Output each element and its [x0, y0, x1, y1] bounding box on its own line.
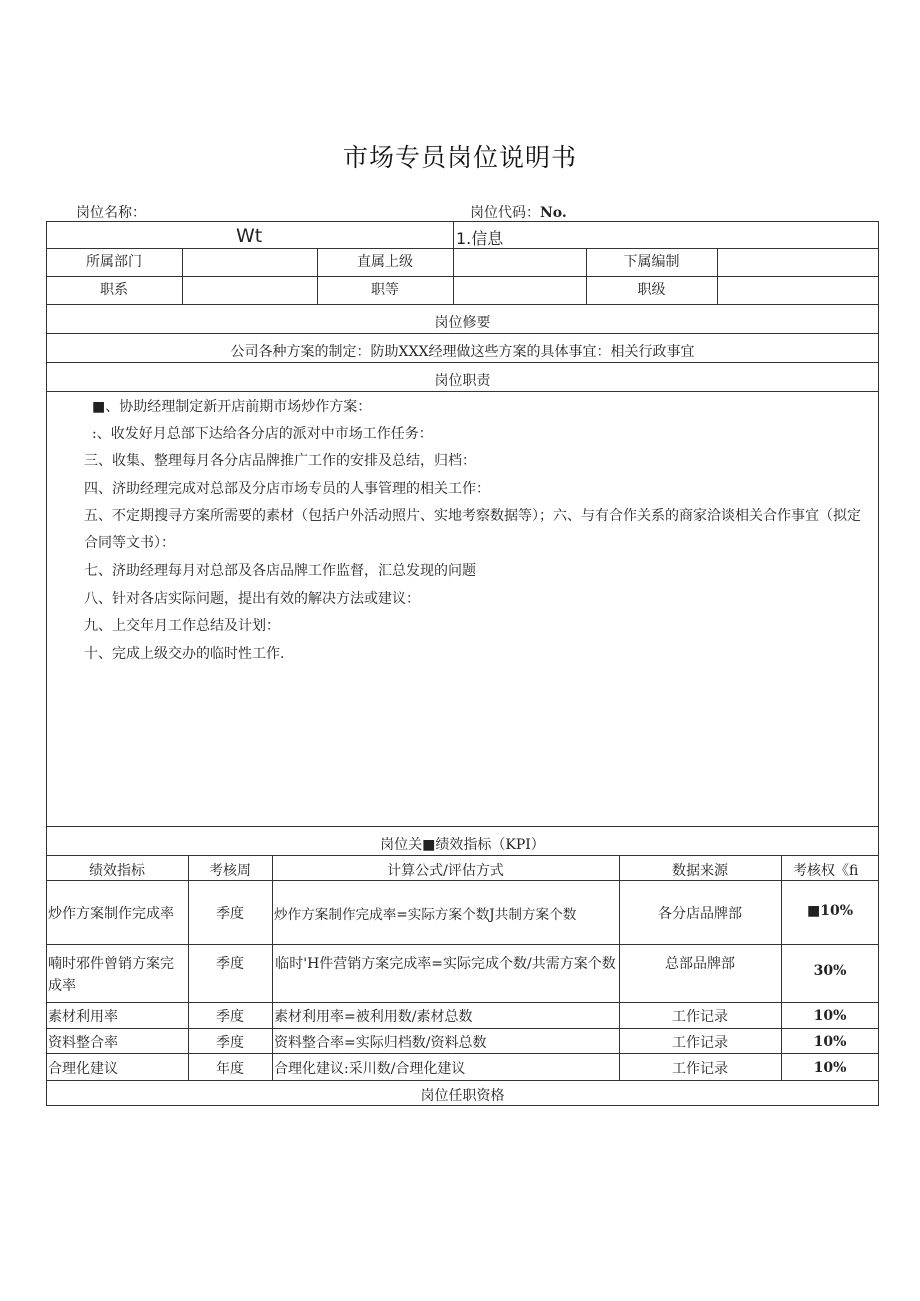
position-name-label: 岗位名称： — [76, 205, 146, 221]
kpi-col-source: 数据来源 — [672, 863, 728, 879]
duty-item-7: 七、济助经理每月对总部及各店品牌工作监督，汇总发现的问题 — [84, 563, 476, 579]
duty-item-9: 九、上交年月工作总结及计划： — [84, 618, 280, 634]
kpi-row-1-indicator: 炒作方案制作完成率 — [48, 906, 174, 922]
position-code-value: No. — [540, 205, 567, 221]
kpi-col-weight: 考核权《fi — [793, 863, 859, 879]
kpi-col-formula: 计算公式/评估方式 — [387, 863, 504, 879]
kpi-heading: 岗位关■绩效指标（KPI） — [380, 837, 545, 853]
kpi-row-1-source: 各分店品牌部 — [658, 906, 742, 922]
duty-item-10: 十、完成上级交办的临时性工作. — [84, 646, 285, 662]
superior-label: 直属上级 — [357, 254, 413, 270]
kpi-row-2-weight: 30% — [813, 963, 847, 979]
kpi-col-period: 考核周 — [209, 863, 251, 879]
kpi-row-4-weight: 10% — [813, 1034, 847, 1050]
position-code-label-text: 岗位代码： — [470, 205, 540, 221]
page-title: 市场专员岗位说明书 — [342, 143, 577, 172]
duties-heading: 岗位职责 — [434, 373, 491, 389]
kpi-row-3-period: 季度 — [216, 1009, 244, 1025]
kpi-row-2-period: 季度 — [216, 956, 244, 972]
kpi-row-3-weight: 10% — [813, 1008, 847, 1024]
kpi-row-2-formula: 临时'H件营销方案完成率=实际完成个数/共需方案个数 — [275, 956, 616, 972]
kpi-row-1-formula: 炒作方案制作完成率=实际方案个数J共制方案个数 — [274, 907, 577, 923]
kpi-row-5-formula: 合理化建议:采川数/合理化建议 — [274, 1061, 466, 1077]
duty-item-5: 五、不定期搜寻方案所需要的素材（包括户外活动照片、实地考察数据等）；六、与有合作关系的商家洽谈相关合作事宜（拟定合同等文书）： — [84, 508, 861, 551]
kpi-row-3-formula: 素材利用率=被利用数/素材总数 — [274, 1009, 473, 1025]
kpi-row-1-weight: ■10% — [806, 903, 853, 919]
job-rank-label: 职等 — [371, 282, 399, 298]
kpi-row-2-indicator: 喃时邪件曾销方案完成率 — [48, 956, 174, 994]
kpi-row-4-indicator: 资料整合率 — [48, 1035, 118, 1051]
kpi-row-5-period: 年度 — [216, 1061, 244, 1077]
position-code-cell-value: 1.信息 — [456, 229, 504, 248]
kpi-col-indicator: 绩效指标 — [89, 863, 145, 879]
kpi-row-3-source: 工作记录 — [672, 1009, 728, 1025]
kpi-row-3-indicator: 素材利用率 — [48, 1009, 118, 1025]
kpi-row-4-source: 工作记录 — [672, 1035, 728, 1051]
duty-item-1: ■、协助经理制定新开店前期市场炒作方案： — [92, 399, 372, 415]
kpi-row-1-period: 季度 — [216, 906, 244, 922]
qualification-heading: 岗位任职资格 — [420, 1088, 505, 1104]
duty-item-4: 四、济助经理完成对总部及分店市场专员的人事管理的相关工作： — [84, 481, 490, 497]
kpi-row-2-source: 总部品牌部 — [665, 956, 735, 972]
duty-item-2: :、收发好月总部下达给各分店的派对中市场工作任务： — [92, 426, 433, 442]
duty-item-3: 三、收集、整理每月各分店品牌推广工作的安排及总结，归档： — [84, 453, 476, 469]
kpi-row-5-weight: 10% — [813, 1060, 847, 1076]
position-name-value: Wt — [236, 225, 263, 247]
duty-item-8: 八、针对各店实际问题，提出有效的解决方法或建议： — [84, 591, 420, 607]
summary-heading: 岗位修要 — [434, 315, 491, 331]
kpi-row-5-source: 工作记录 — [672, 1061, 728, 1077]
subordinate-label: 下属编制 — [623, 254, 680, 270]
position-code-label — [470, 202, 567, 222]
kpi-row-5-indicator: 合理化建议 — [48, 1061, 118, 1077]
job-series-label: 职系 — [100, 282, 128, 298]
department-label: 所属部门 — [86, 254, 142, 270]
kpi-row-4-period: 季度 — [216, 1035, 244, 1051]
job-grade-label: 职级 — [637, 282, 666, 298]
summary-text: 公司各种方案的制定：防助XXX经理做这些方案的具体事宜：相关行政事宜 — [230, 344, 695, 360]
kpi-row-4-formula: 资料整合率=实际归档数/资料总数 — [274, 1035, 487, 1051]
